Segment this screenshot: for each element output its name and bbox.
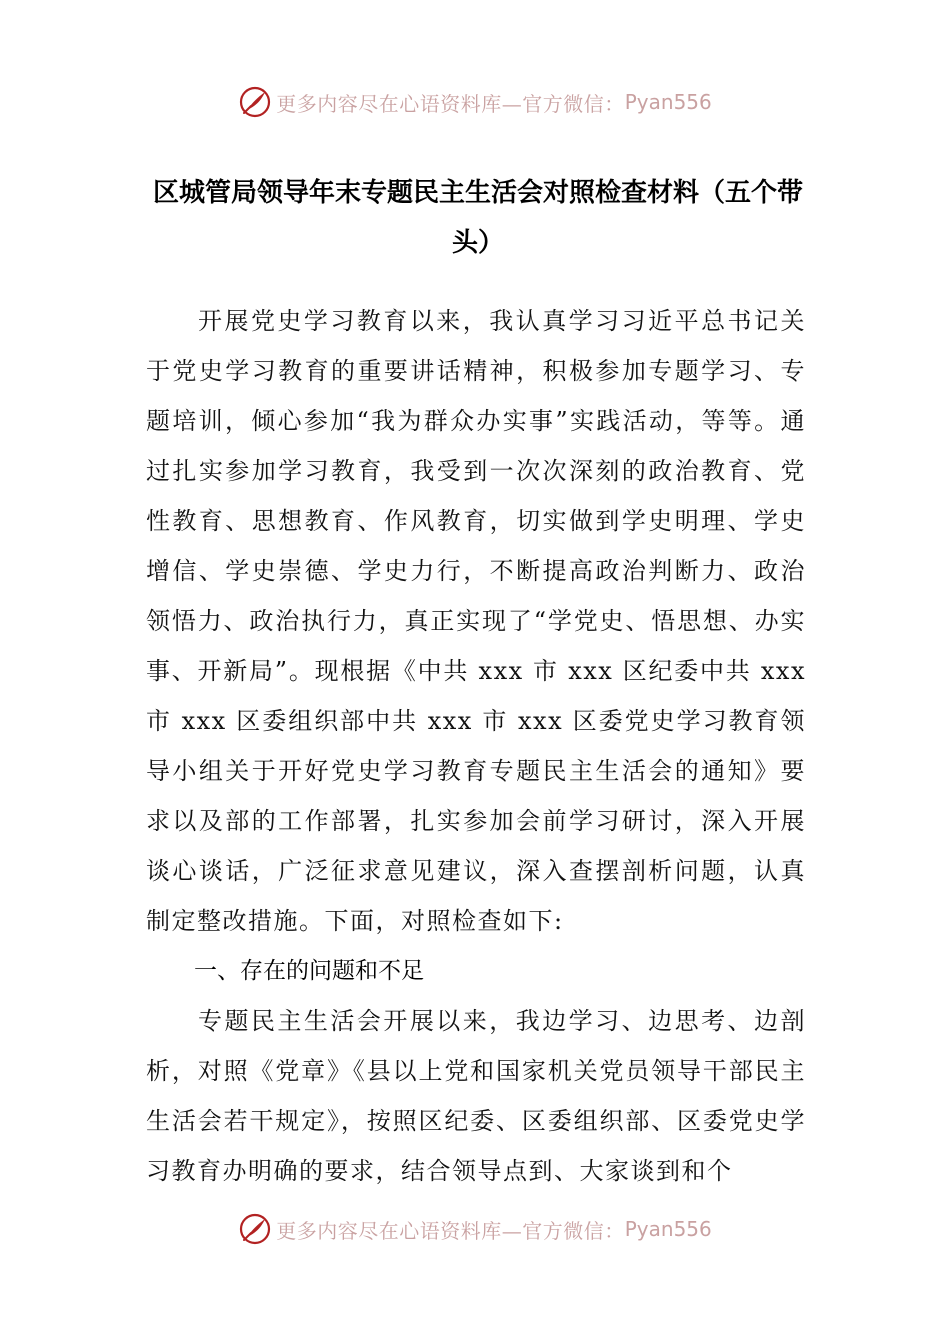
document-body [146,296,806,1196]
section-heading: 一、存在的问题和不足 [194,958,424,984]
watermark-text: 更多内容尽在心语资料库—官方微信： [276,91,625,116]
watermark-banner-top [0,82,950,122]
watermark-text: 更多内容尽在心语资料库—官方微信： [276,1218,625,1243]
watermark-banner-bottom [0,1209,950,1249]
body-paragraph: 专题民主生活会开展以来，我边学习、边思考、边剖析，对照《党章》《县以上党和国家机关党员领导干部民主生活会若干规定》，按照区纪委、区委组织部、区委党史学习教育办明确的要求，结合领导点到、大家谈到和个 [146,1007,806,1185]
feather-pen-logo-icon [238,1212,272,1246]
document-title: 区城管局领导年末专题民主生活会对照检查材料（五个带头） [152,178,803,258]
watermark-wechat-id: Pyan556 [624,90,712,114]
watermark-wechat-id: Pyan556 [624,1217,712,1241]
body-paragraph: 开展党史学习教育以来，我认真学习习近平总书记关于党史学习教育的重要讲话精神，积极参加专题学习、专题培训，倾心参加“我为群众办实事”实践活动，等等。通过扎实参加学习教育，我受到一次次深刻的政治教育、党性教育、思想教育、作风教育，切实做到学史明理、学史增信、学史崇德、学史力行，不断提高政治判断力、政治领悟力、政治执行力，真正实现了“学党史、悟思想、办实事、开新局”。现根据《中共 xxx 市 xxx 区纪委中共 xxx 市 xxx 区委组织部中共 xxx 市 xxx 区委党史学习教育领导小组关于开好党史学习教育专题民主生活会的通知》要求以及部的工作部署，扎实参加会前学习研讨，深入开展谈心谈话，广泛征求意见建议，深入查摆剖析问题，认真制定整改措施。下面，对照检查如下: [146,307,806,935]
feather-pen-logo-icon [238,85,272,119]
